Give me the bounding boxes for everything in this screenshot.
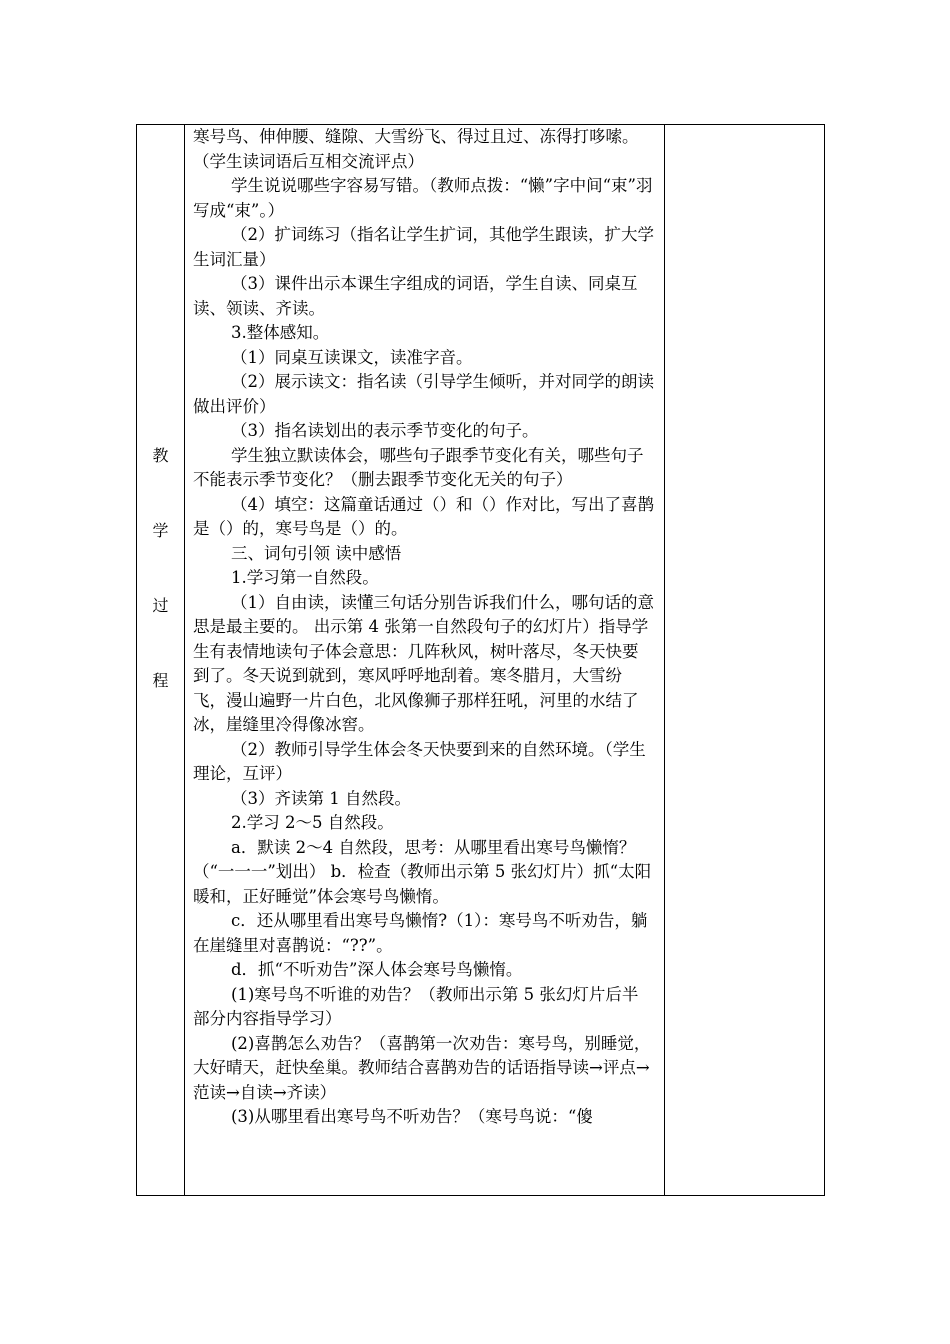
table-row [137,125,825,1196]
lesson-paragraph: a．默读 2～4 自然段，思考：从哪里看出寒号鸟懒惰？（“一一一”划出） b．检查（教师出示第 5 张幻灯片）抓“太阳暖和，正好睡觉”体会寒号鸟懒惰。 [193,837,652,906]
lesson-paragraph: 2.学习 2～5 自然段。 [231,813,394,832]
lesson-paragraph: (3)从哪里看出寒号鸟不听劝告？（寒号鸟说：“傻 [231,1107,593,1126]
lesson-paragraph: 3.整体感知。 [231,323,330,342]
lesson-paragraph: (2)喜鹊怎么劝告？（喜鹊第一次劝告：寒号鸟，别睡觉，大好晴天，赶快垒巢。教师结合喜鹊劝告的话语指导读→评点→范读→自读→齐读） [193,1033,651,1102]
lesson-paragraph: 三、词句引领 读中感悟 [231,543,402,563]
lesson-paragraph: (1)寒号鸟不听谁的劝告？（教师出示第 5 张幻灯片后半部分内容指导学习） [193,984,639,1028]
section-label [137,445,184,745]
lesson-paragraph: （1）自由读，读懂三句话分别告诉我们什么，哪句话的意思是最主要的。 出示第 4 张第一自然段句子的幻灯片）指导学生有表情地读句子体会意思：几阵秋风，树叶落尽，冬天快要到了。冬天说到就到，寒风呼呼地刮着。寒冬腊月，大雪纷飞，漫山遍野一片白色，北风像狮子那样狂吼，河里的水结了冰，崖缝里冷得像冰窖。 [193,592,654,734]
lesson-paragraph: d．抓“不听劝告”深人体会寒号鸟懒惰。 [231,960,523,979]
section-label-char: 程 [152,671,169,690]
lesson-paragraph: （2）教师引导学生体会冬天快要到来的自然环境。（学生理论，互评） [193,739,646,783]
section-label-char: 教 [152,446,169,465]
lesson-paragraph: 学生说说哪些字容易写错。（教师点拨：“懒”字中间“束”羽写成“束”。） [193,176,653,220]
lesson-paragraph: 学生独立默读体会，哪些句子跟季节变化有关，哪些句子不能表示季节变化？（删去跟季节变化无关的句子） [193,445,644,489]
lesson-paragraph: （3）齐读第 1 自然段。 [231,788,411,808]
lesson-paragraph: （2）展示读文：指名读（引导学生倾听，并对同学的朗读做出评价） [193,372,654,416]
lesson-paragraph: 寒号鸟、伸伸腰、缝隙、大雪纷飞、得过且过、冻得打哆嗦。（学生读词语后互相交流评点） [193,127,639,171]
lesson-paragraph: c．还从哪里看出寒号鸟懒惰?（1）：寒号鸟不听劝告，躺在崖缝里对喜鹊说：“??”。 [193,911,648,955]
section-label-char: 学 [152,521,169,540]
section-label-cell [137,125,185,1196]
lesson-paragraph: （1）同桌互读课文，读准字音。 [231,347,473,367]
section-label-char: 过 [152,596,169,615]
lesson-plan-table [136,124,825,1196]
lesson-paragraph: 1.学习第一自然段。 [231,568,379,587]
lesson-paragraph: （2）扩词练习（指名让学生扩词，其他学生跟读，扩大学生词汇量） [193,225,654,269]
lesson-paragraph: （4）填空：这篇童话通过（）和（）作对比，写出了喜鹊是（）的，寒号鸟是（）的。 [193,494,654,538]
lesson-content-cell [185,125,665,1196]
notes-cell [665,125,825,1196]
lesson-paragraph: （3）课件出示本课生字组成的词语，学生自读、同桌互读、领读、齐读。 [193,274,638,318]
lesson-paragraph: （3）指名读划出的表示季节变化的句子。 [231,421,539,440]
lesson-content [193,125,654,1130]
